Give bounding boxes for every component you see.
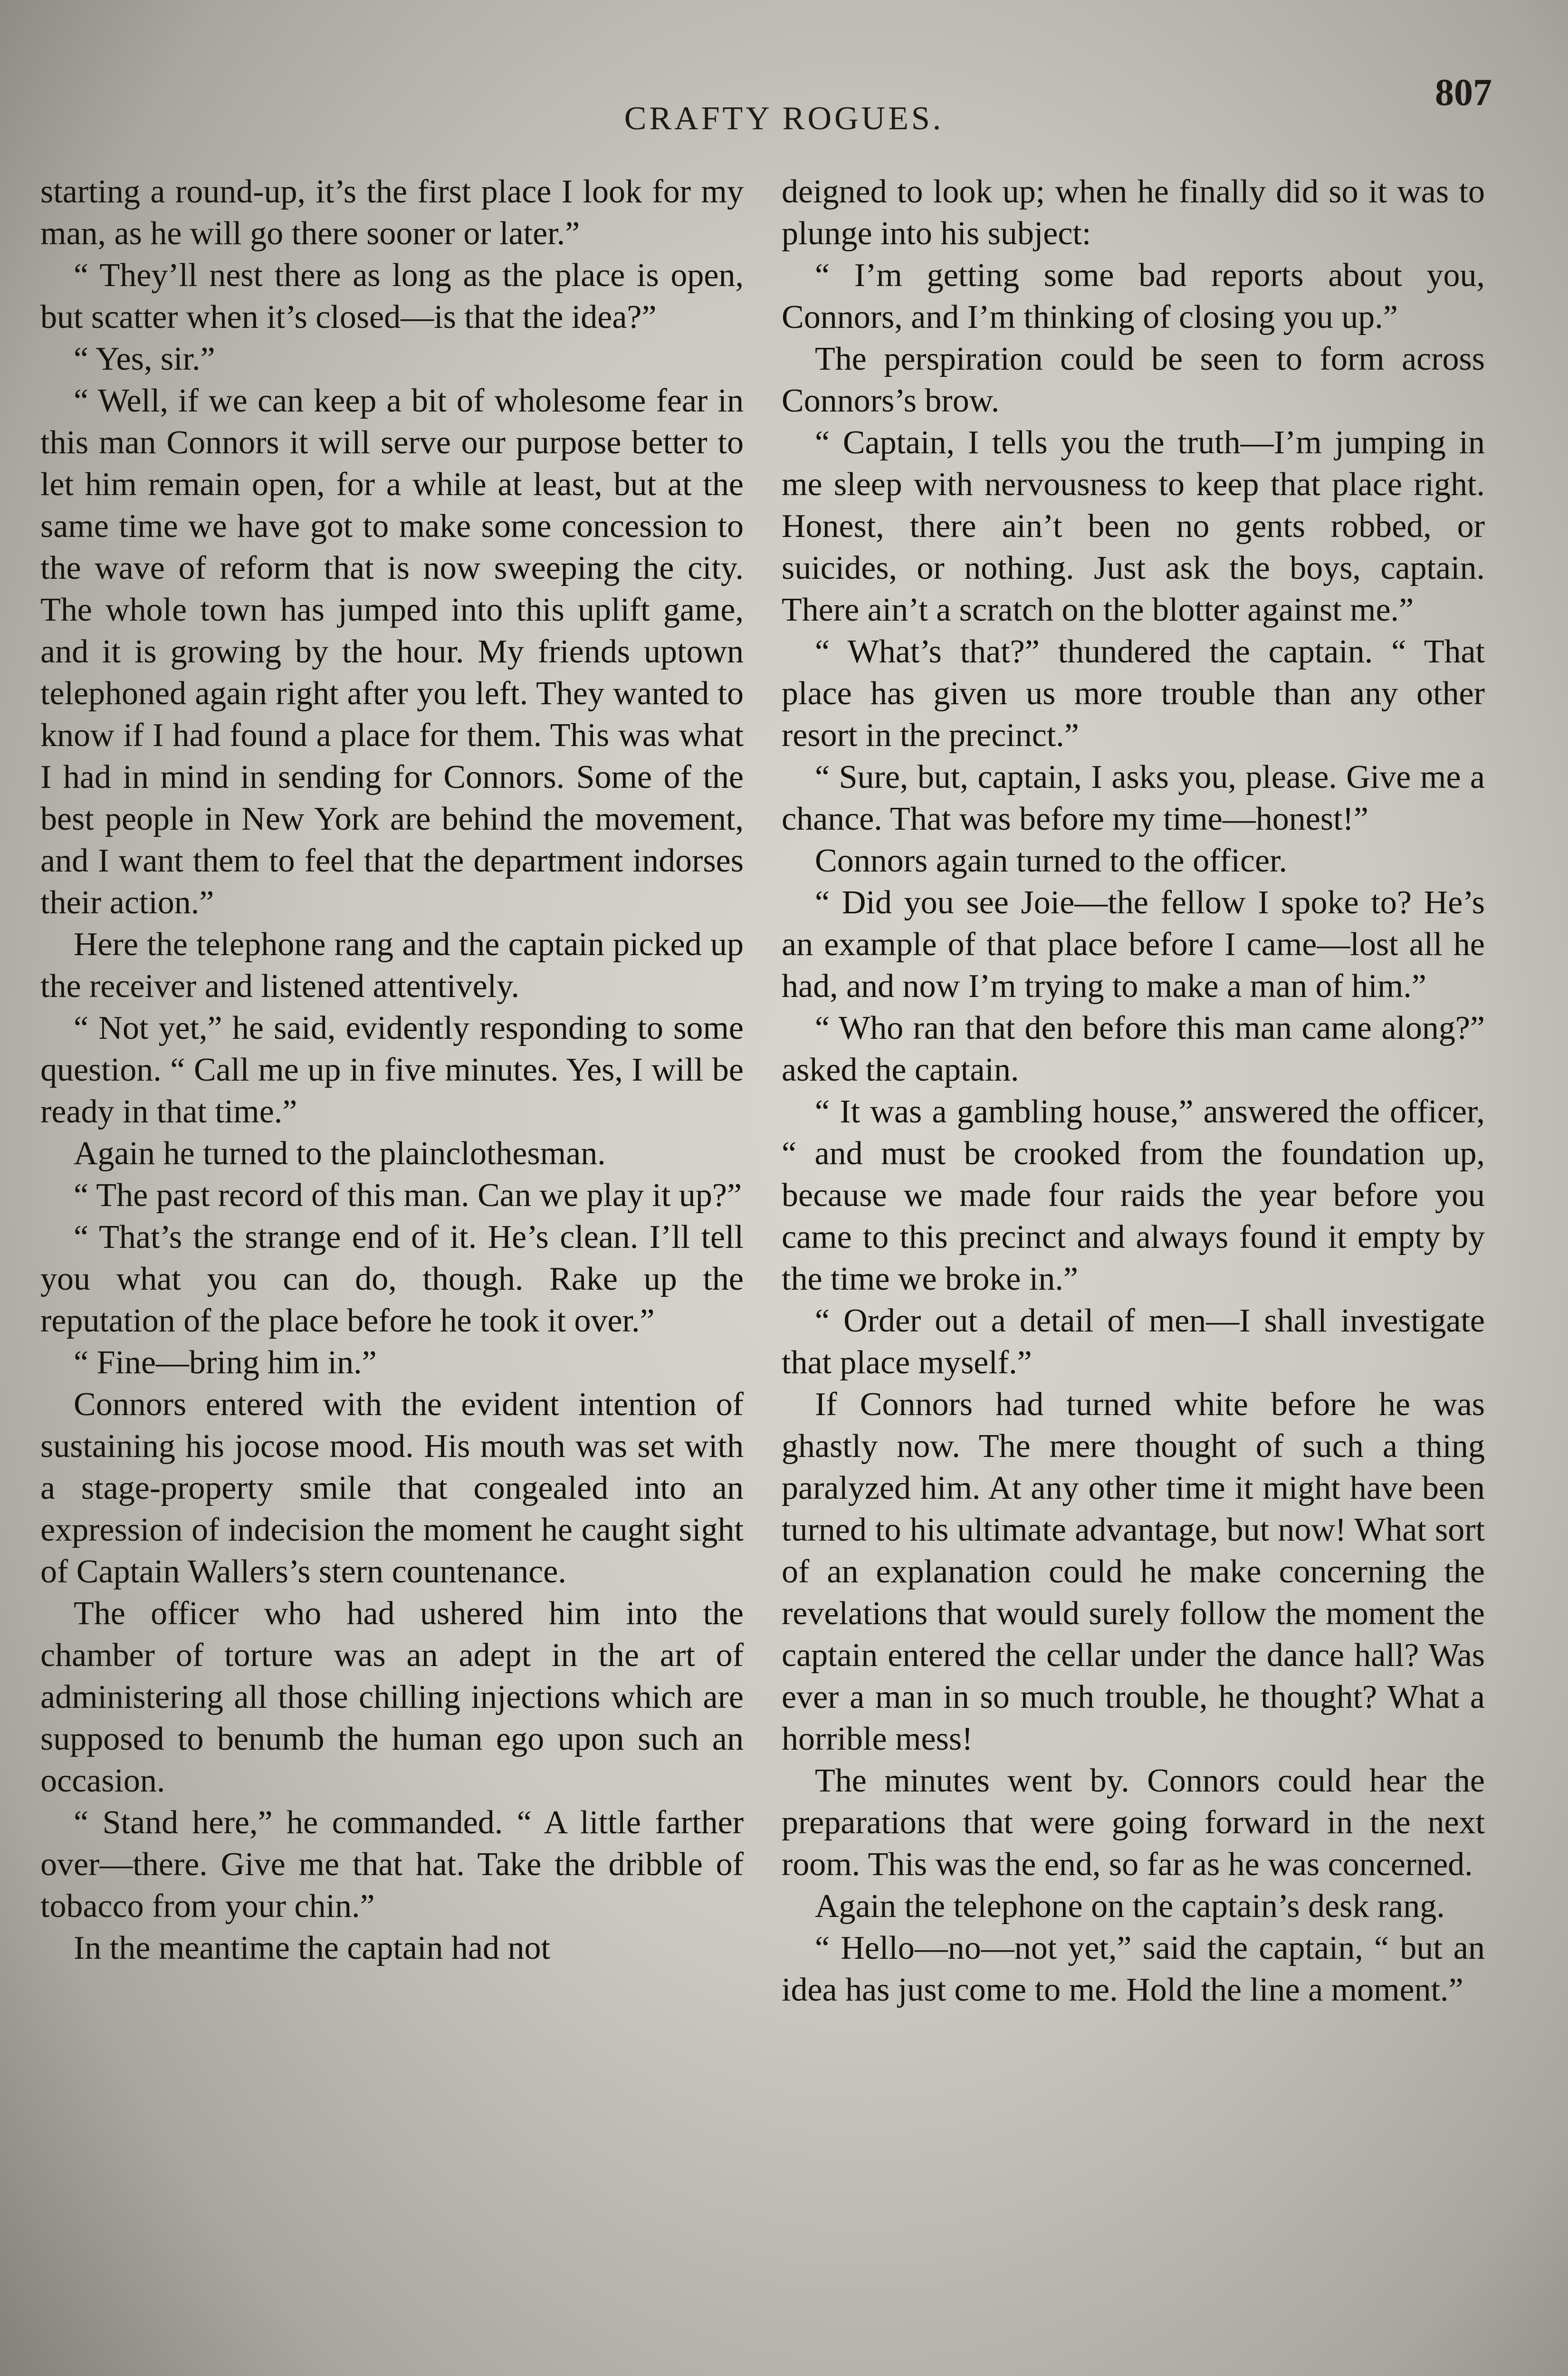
paragraph: “ Did you see Joie—the fellow I spoke to? He’s an example of that place before I came—lost all he had, and now I’m trying to make a man of him.” xyxy=(782,884,1485,1005)
paragraph: Again he turned to the plainclothesman. xyxy=(74,1135,606,1172)
paragraph: “ The past record of this man. Can we play it up?” xyxy=(74,1177,742,1214)
paragraph: “ Fine—bring him in.” xyxy=(74,1344,377,1381)
paragraph: “ Sure, but, captain, I asks you, please. Give me a chance. That was before my time—honest!” xyxy=(782,759,1485,837)
running-title: CRAFTY ROGUES. xyxy=(624,100,944,137)
paragraph: “ Order out a detail of men—I shall investigate that place myself.” xyxy=(782,1303,1485,1381)
paragraph: “ I’m getting some bad reports about you, Connors, and I’m thinking of closing you up.” xyxy=(782,257,1485,335)
paragraph: The perspiration could be seen to form across Connors’s brow. xyxy=(782,341,1485,419)
paragraph: deigned to look up; when he finally did so it was to plunge into his subject: xyxy=(782,173,1485,252)
paragraph: starting a round-up, it’s the first place I look for my man, as he will go there sooner or later.” xyxy=(40,173,744,252)
paragraph: Connors again turned to the officer. xyxy=(815,843,1288,879)
paragraph: “ Captain, I tells you the truth—I’m jumping in me sleep with nervousness to keep that place right. Honest, there ain’t been no gents robbed, or suicides, or nothing. Just ask the boys, captain. There ain’t a scratch on the blotter against me.” xyxy=(782,424,1485,628)
paragraph: “ That’s the strange end of it. He’s clean. I’ll tell you what you can do, though. Rake up the reputation of the place before he took it over.” xyxy=(40,1219,744,1339)
left-column xyxy=(40,171,744,2376)
paragraph: Again the telephone on the captain’s desk rang. xyxy=(815,1888,1445,1925)
paragraph: “ They’ll nest there as long as the place is open, but scatter when it’s closed—is that the idea?” xyxy=(40,257,744,335)
paragraph: Connors entered with the evident intention of sustaining his jocose mood. His mouth was set with a stage-property smile that congealed into an expression of indecision the moment he caught sight of Captain Wallers’s stern countenance. xyxy=(40,1386,744,1590)
paragraph: “ Yes, sir.” xyxy=(74,341,215,377)
paragraph: Here the telephone rang and the captain picked up the receiver and listened attentively. xyxy=(40,926,744,1005)
paragraph: If Connors had turned white before he was ghastly now. The mere thought of such a thing paralyzed him. At any other time it might have been turned to his ultimate advantage, but now! What sort of an explanation could he make concerning the revelations that would surely follow the moment the captain entered the cellar under the dance hall? Was ever a man in so much trouble, he thought? What a horrible mess! xyxy=(782,1386,1485,1757)
paragraph: The officer who had ushered him into the chamber of torture was an adept in the art of administering all those chilling injections which are supposed to benumb the human ego upon such an occasion. xyxy=(40,1595,744,1799)
paragraph: “ What’s that?” thundered the captain. “ That place has given us more trouble than any other resort in the precinct.” xyxy=(782,633,1485,754)
paragraph: “ Not yet,” he said, evidently responding to some question. “ Call me up in five minutes. Yes, I will be ready in that time.” xyxy=(40,1010,744,1130)
page-number: 807 xyxy=(1435,72,1492,114)
paragraph: In the meantime the captain had not xyxy=(74,1930,550,1966)
paragraph: “ It was a gambling house,” answered the officer, “ and must be crooked from the foundation up, because we made four raids the year before you came to this precinct and always found it empty by the time we broke in.” xyxy=(782,1093,1485,1297)
paragraph: “ Stand here,” he commanded. “ A little farther over—there. Give me that hat. Take the dribble of tobacco from your chin.” xyxy=(40,1804,744,1925)
paragraph: “ Hello—no—not yet,” said the captain, “ but an idea has just come to me. Hold the line a moment.” xyxy=(782,1930,1485,2008)
paragraph: “ Who ran that den before this man came along?” asked the captain. xyxy=(782,1010,1485,1088)
right-column xyxy=(782,171,1485,2376)
paragraph: The minutes went by. Connors could hear the preparations that were going forward in the next room. This was the end, so far as he was concerned. xyxy=(782,1763,1485,1883)
paragraph: “ Well, if we can keep a bit of wholesome fear in this man Connors it will serve our purpose better to let him remain open, for a while at least, but at the same time we have got to make some concession to the wave of reform that is now sweeping the city. The whole town has jumped into this uplift game, and it is growing by the hour. My friends uptown telephoned again right after you left. They wanted to know if I had found a place for them. This was what I had in mind in sending for Connors. Some of the best people in New York are behind the movement, and I want them to feel that the department indorses their action.” xyxy=(40,383,744,921)
